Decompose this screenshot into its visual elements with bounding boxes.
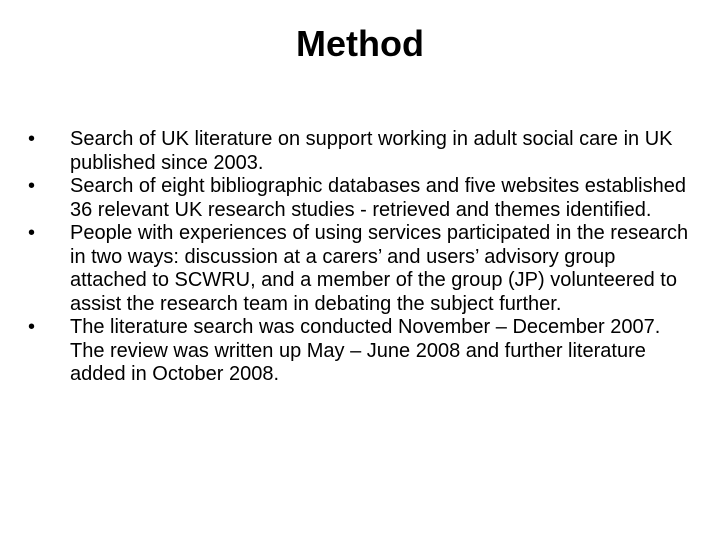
bullet-item	[27, 222, 692, 316]
bullet-item	[27, 316, 692, 387]
bullet-text: The literature search was conducted November – December 2007. The review was written up May – June 2008 and further literature added in October 2008.	[70, 316, 661, 385]
slide-title: Method	[296, 23, 424, 64]
bullet-list	[27, 128, 692, 387]
bullet-text: Search of eight bibliographic databases and five websites established 36 relevant UK research studies - retrieved and themes identified.	[70, 175, 686, 221]
bullet-text: Search of UK literature on support working in adult social care in UK published since 2003.	[70, 128, 673, 174]
bullet-item	[27, 128, 692, 175]
bullet-dot-icon: •	[28, 175, 36, 197]
bullet-text: People with experiences of using services participated in the research in two ways: discussion at a carers’ and users’ advisory group attached to SCWRU, and a member of the group (JP) volunteered to assist the research team in debating the subject further.	[70, 222, 689, 315]
bullet-dot-icon: •	[28, 222, 36, 244]
bullet-dot-icon: •	[28, 316, 36, 338]
bullet-dot-icon: •	[28, 128, 36, 150]
bullet-item	[27, 175, 692, 222]
